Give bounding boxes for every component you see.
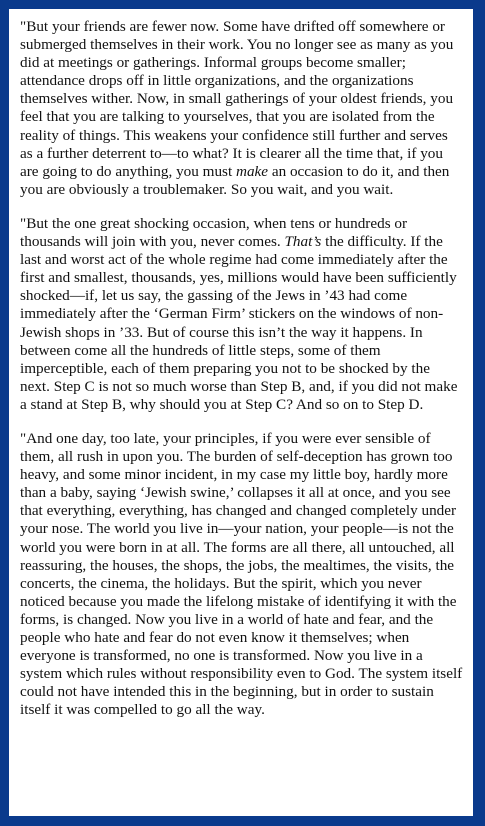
paragraph-2-text-1: "But the one great shocking occasion, when tens or hundreds or thousands will join with you, never comes. bbox=[20, 214, 408, 251]
paragraph-2-emphasis-thats: That’s bbox=[284, 233, 322, 251]
paragraph-1 bbox=[20, 18, 463, 199]
quote-page bbox=[9, 9, 473, 816]
paragraph-3-text-1: "And one day, too late, your principles, if you were ever sensible of them, all rush in upon you. The burden of self-deception has grown too heavy, and some minor incident, in my case my little boy, hardly more than a baby, saying ‘Jewish swine,’ collapses it all at once, and you see that everything, everything, has changed and changed completely under your nose. The world you live in—your nation, your people—is not the world you were born in at all. The forms are all there, all untouched, all reassuring, the houses, the shops, the jobs, the mealtimes, the visits, the concerts, the cinema, the holidays. But the spirit, which you never noticed because you made the lifelong mistake of identifying it with the forms, is changed. Now you live in a world of hate and fear, and the people who hate and fear do not even know it themselves; when everyone is transformed, no one is transformed. Now you live in a system which rules without responsibility even to God. The system itself could not have intended this in the beginning, but in order to sustain itself it was compelled to go all the way. bbox=[20, 429, 463, 719]
paragraph-2 bbox=[20, 215, 463, 414]
paragraph-3 bbox=[20, 430, 463, 720]
paragraph-2-text-2: the difficulty. If the last and worst act of the whole regime had come immediately after the first and smallest, thousands, yes, millions would have been sufficiently shocked—if, let us say, the gassing of the Jews in ’43 had come immediately after the ‘German Firm’ stickers on the windows of non-Jewish shops in ’33. But of course this isn’t the way it happens. In between come all the hundreds of little steps, some of them imperceptible, each of them preparing you not to be shocked by the next. Step C is not so much worse than Step B, and, if you did not make a stand at Step B, why should you at Step C? And so on to Step D. bbox=[20, 233, 458, 413]
paragraph-1-text-1: "But your friends are fewer now. Some have drifted off somewhere or submerged themselves in their work. You no longer see as many as you did at meetings or gatherings. Informal groups become smaller; attendance drops off in little organizations, and the organizations themselves wither. Now, in small gatherings of your oldest friends, you feel that you are talking to yourselves, that you are isolated from the reality of things. This weakens your confidence still further and serves as a further deterrent to—to what? It is clearer all the time that, if you are going to do anything, you must bbox=[20, 18, 454, 180]
paragraph-1-emphasis-make: make bbox=[235, 162, 269, 180]
paragraph-1-text-2: an occasion to do it, and then you are obviously a troublemaker. So you wait, and you wait. bbox=[20, 162, 450, 198]
